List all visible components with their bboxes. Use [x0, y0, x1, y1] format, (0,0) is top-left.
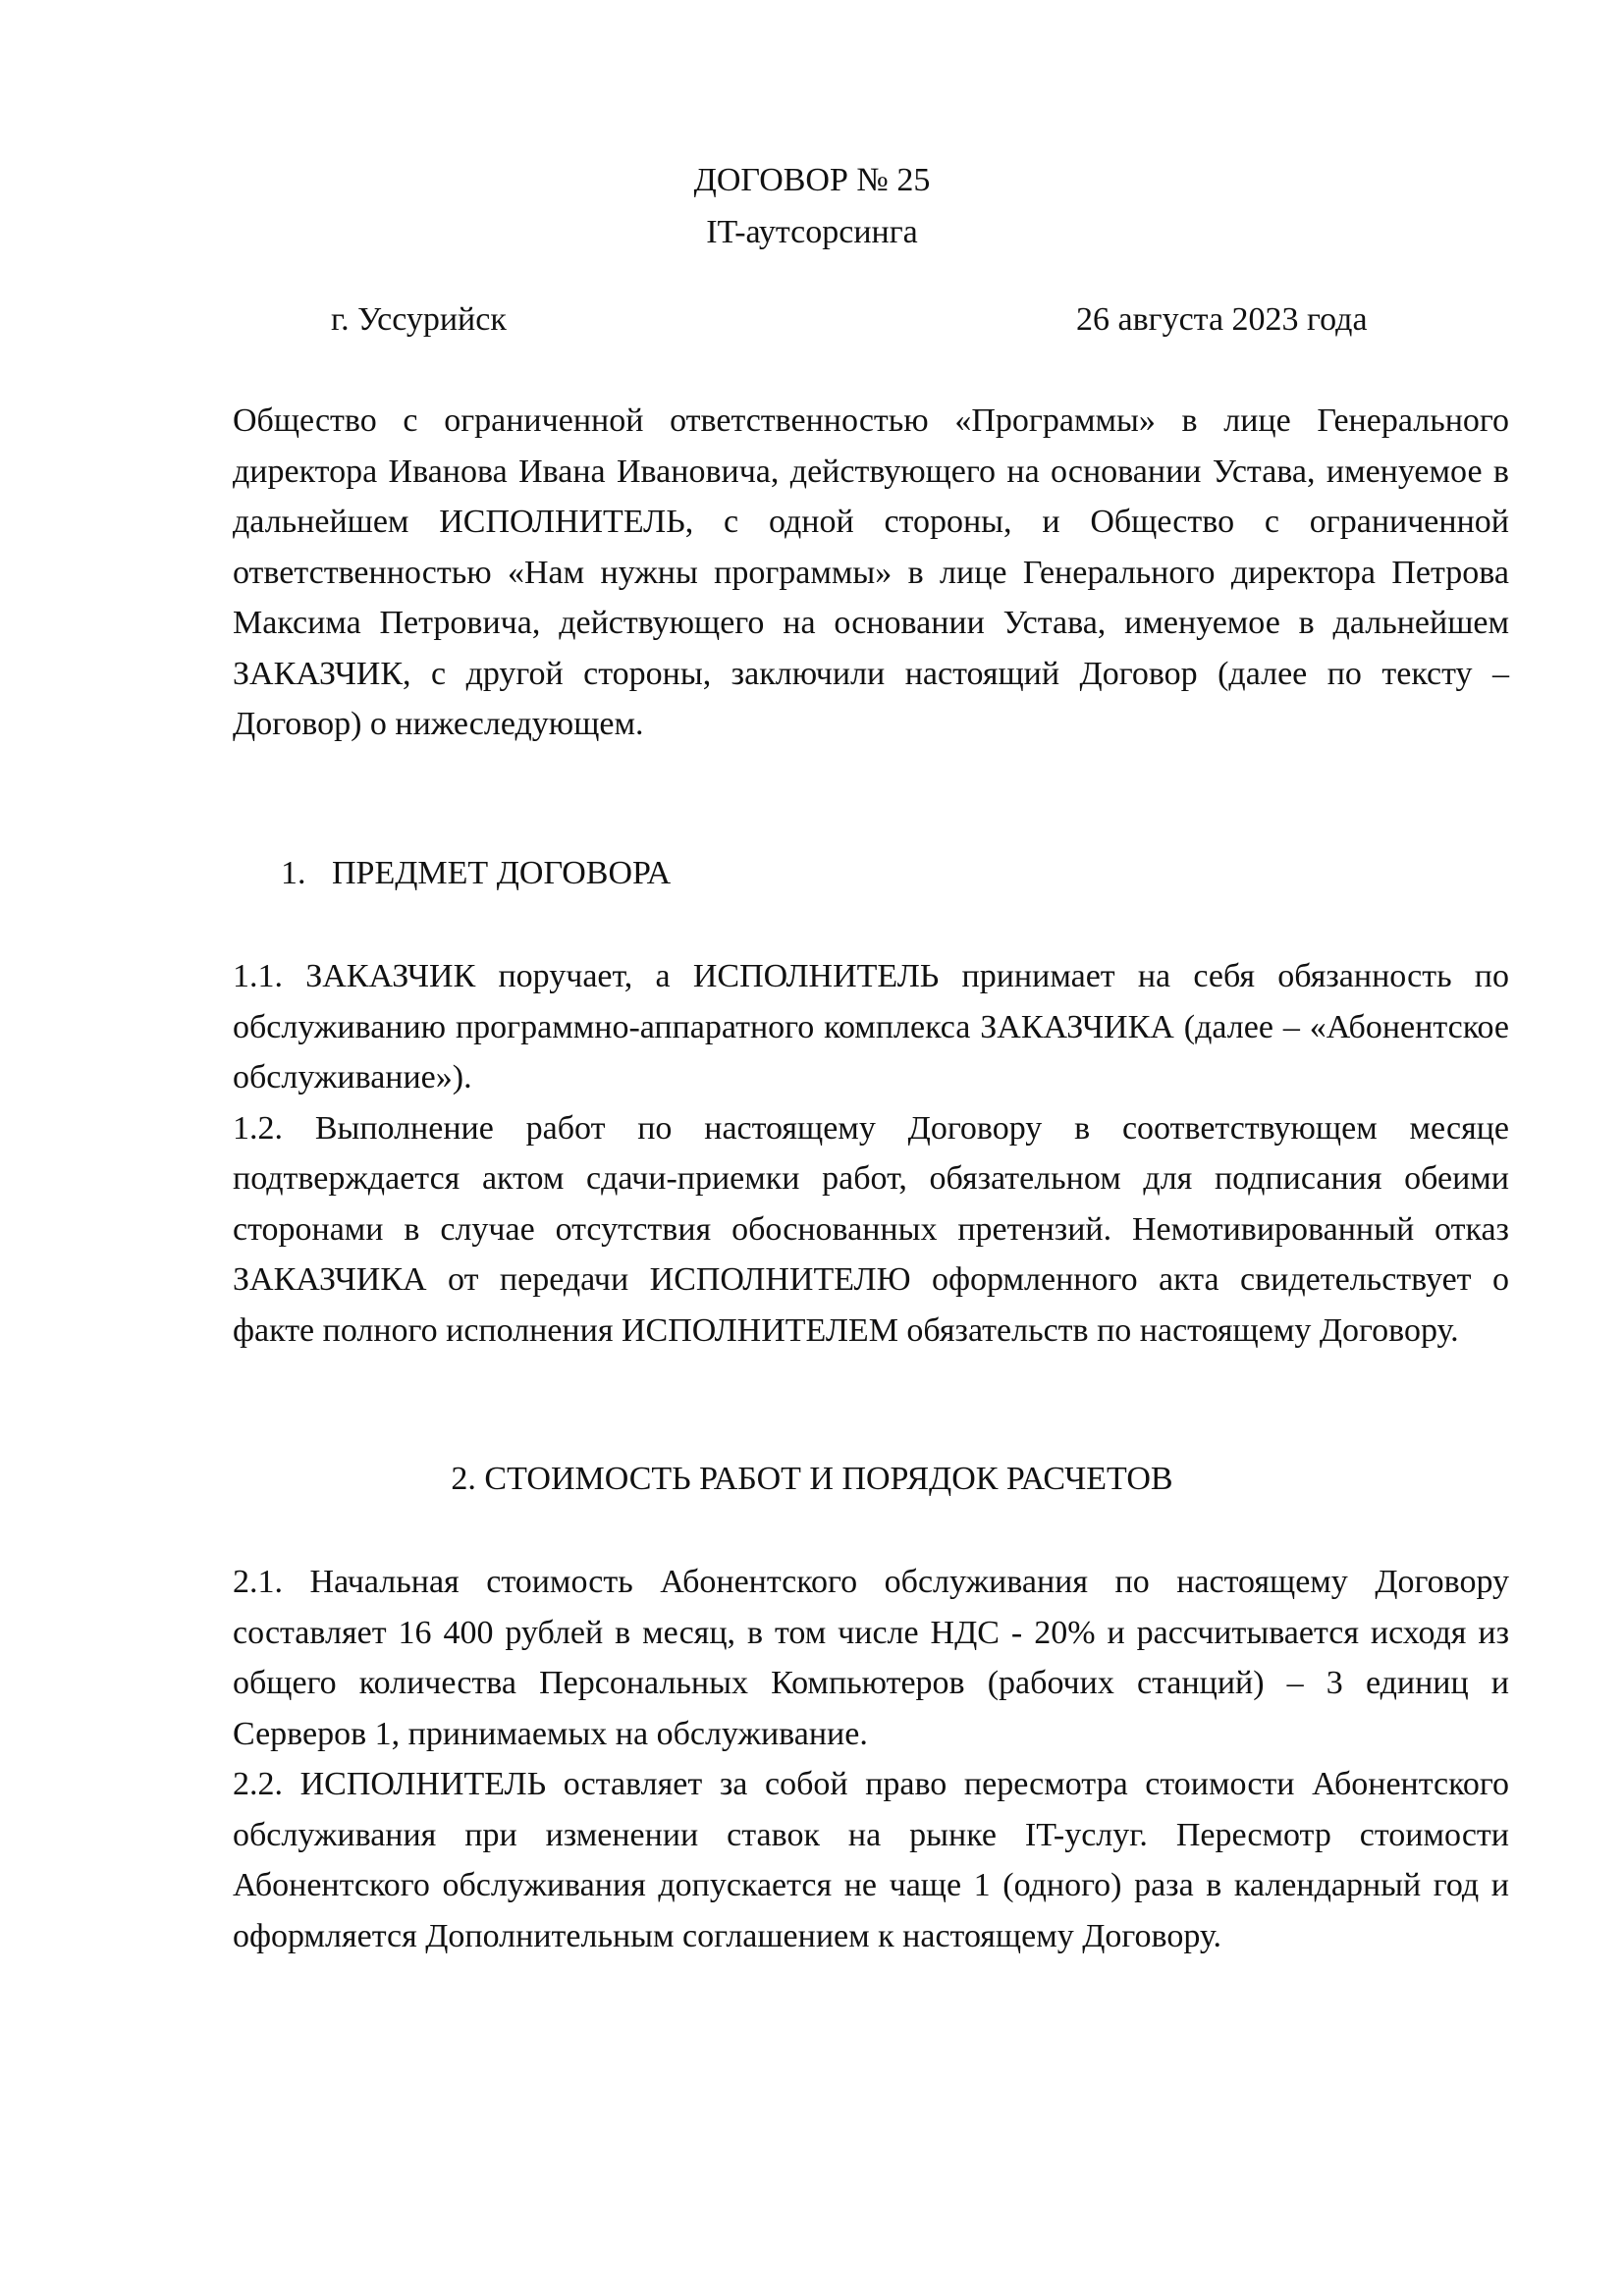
intro-block: [233, 396, 1509, 750]
section-1-title: ПРЕДМЕТ ДОГОВОРА: [332, 855, 672, 891]
contract-city: г. Уссурийск: [331, 301, 507, 338]
clause-1-1: 1.1. ЗАКАЗЧИК поручает, а ИСПОЛНИТЕЛЬ принимает на себя обязанность по обслуживанию программно-аппаратного комплекса ЗАКАЗЧИКА (далее – «Абонентское обслуживание»).: [233, 958, 1509, 1095]
intro-paragraph: Общество с ограниченной ответственностью «Программы» в лице Генерального директора Иванова Ивана Ивановича, действующего на основании Устава, именуемое в дальнейшем ИСПОЛНИТЕЛЬ, с одной стороны, и Общество с ограниченной ответственностью «Нам нужны программы» в лице Генерального директора Петрова Максима Петровича, действующего на основании Устава, именуемое в дальнейшем ЗАКАЗЧИК, с другой стороны, заключили настоящий Договор (далее по тексту – Договор) о нижеследующем.: [233, 402, 1509, 742]
document-subtitle: IT-аутсорсинга: [706, 214, 918, 250]
clause-2-1: 2.1. Начальная стоимость Абонентского обслуживания по настоящему Договору составляет 16 400 рублей в месяц, в том числе НДС - 20% и рассчитывается исходя из общего количества Персональных Компьютеров (рабочих станций) – 3 единиц и Серверов 1, принимаемых на обслуживание.: [233, 1564, 1509, 1752]
section-1-number: 1.: [281, 855, 306, 891]
section-1-body: [233, 951, 1509, 1356]
clause-2-2: 2.2. ИСПОЛНИТЕЛЬ оставляет за собой право пересмотра стоимости Абонентского обслуживания при изменении ставок на рынке IT-услуг. Пересмотр стоимости Абонентского обслуживания допускается не чаще 1 (одного) раза в календарный год и оформляется Дополнительным соглашением к настоящему Договору.: [233, 1766, 1509, 1954]
section-1-heading: [281, 854, 671, 893]
contract-date: 26 августа 2023 года: [1076, 301, 1368, 338]
clause-1-2: 1.2. Выполнение работ по настоящему Договору в соответствующем месяце подтверждается актом сдачи-приемки работ, обязательном для подписания обеими сторонами в случае отсутствия обоснованных претензий. Немотивированный отказ ЗАКАЗЧИКА от передачи ИСПОЛНИТЕЛЮ оформленного акта свидетельствует о факте полного исполнения ИСПОЛНИТЕЛЕМ обязательств по настоящему Договору.: [233, 1109, 1509, 1349]
document-title: ДОГОВОР № 25: [693, 162, 931, 198]
section-2-body: [233, 1557, 1509, 1961]
section-2-heading: 2. СТОИМОСТЬ РАБОТ И ПОРЯДОК РАСЧЕТОВ: [451, 1461, 1173, 1497]
